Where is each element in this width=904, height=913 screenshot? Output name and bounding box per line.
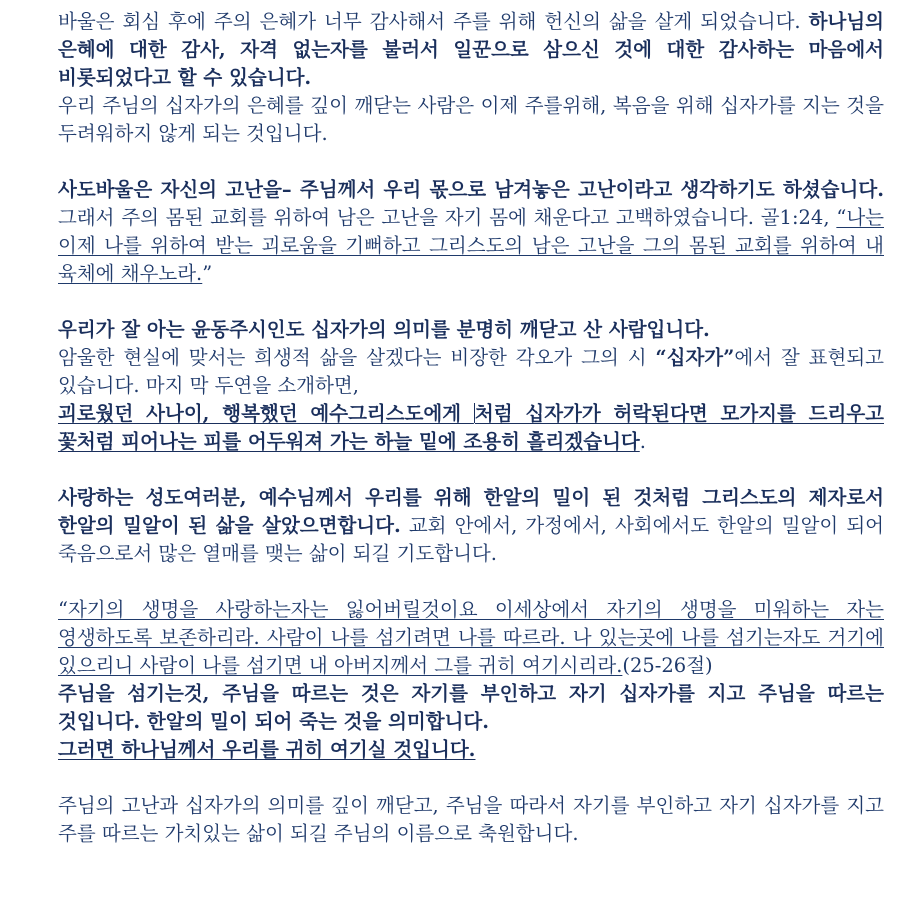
text-run-bold: 사도바울은 자신의 고난을– 주님께서 우리 몫으로 남겨놓은 고난이라고 생각하기도 하셨습니다. — [58, 178, 884, 201]
paragraph-1 — [58, 8, 884, 92]
text-run-bold: 사랑하는 성도여러분, 예수님께서 우리를 위해 한알의 밀이 된 것처럼 그리스도의 제자로서 한알의 밀알이 된 삶을 살았으면합니다. — [58, 486, 884, 537]
paragraph-2 — [58, 92, 884, 148]
text-run: ” — [202, 262, 213, 285]
paragraph-6-poem — [58, 400, 884, 456]
text-run: 암울한 현실에 맞서는 희생적 삶을 살겠다는 비장한 각오가 그의 시 — [58, 346, 656, 369]
empty-line — [58, 148, 884, 176]
text-run: 교회 안에서, 가정에서, 사회에서도 한알의 밀알이 되어 죽음으로서 많은 열매를 맺는 삶이 되길 기도합니다. — [58, 514, 884, 565]
paragraph-7 — [58, 484, 884, 568]
text-run-bold-underlined: 처럼 십자가가 허락된다면 모가지를 드리우고 꽃처럼 피어나는 피를 어두워져 가는 하늘 밑에 조용히 흘리겠습니다 — [58, 402, 884, 453]
text-run-bold: 하나님의 은혜에 대한 감사, 자격 없는자를 불러서 일꾼으로 삼으신 것에 대한 감사하는 마음에서 비롯되었다고 할 수 있습니다. — [58, 10, 884, 89]
text-run-bold-underlined: 괴로웠던 사나이, 행복했던 예수그리스도에게 — [58, 402, 474, 425]
empty-line — [58, 288, 884, 316]
paragraph-10 — [58, 736, 884, 764]
paragraph-5 — [58, 344, 884, 400]
text-run: 바울은 회심 후에 주의 은혜가 너무 감사해서 주를 위해 헌신의 삶을 살게 되었습니다. — [58, 10, 809, 33]
text-run-underlined: “자기의 생명을 사랑하는자는 잃어버릴것이요 이세상에서 자기의 생명을 미워하는 자는 영생하도록 보존하리라. 사람이 나를 섬기려면 나를 따르라. 나 있는곳에 나를 섬기는자도 거기에 있으리니 사람이 나를 섬기면 내 아버지께서 그를 귀히 여기시리라. — [58, 598, 884, 677]
paragraph-4 — [58, 316, 884, 344]
text-run: 우리 주님의 십자가의 은혜를 깊이 깨닫는 사람은 이제 주를위해, 복음을 위해 십자가를 지는 것을 두려워하지 않게 되는 것입니다. — [58, 94, 884, 145]
text-run-bold: “십자가” — [655, 346, 735, 369]
text-run: 주님의 고난과 십자가의 의미를 깊이 깨닫고, 주님을 따라서 자기를 부인하고 자기 십자가를 지고 주를 따르는 가치있는 삶이 되길 주님의 이름으로 축원합니다. — [58, 794, 884, 845]
empty-line — [58, 764, 884, 792]
paragraph-8-quote — [58, 596, 884, 680]
empty-line — [58, 568, 884, 596]
text-run-bold: 우리가 잘 아는 윤동주시인도 십자가의 의미를 분명히 깨닫고 산 사람입니다. — [58, 318, 710, 341]
text-run-bold: 주님을 섬기는것, 주님을 따르는 것은 자기를 부인하고 자기 십자가를 지고 주님을 따르는 것입니다. 한알의 밀이 되어 죽는 것을 의미합니다. — [58, 682, 884, 733]
text-run-bold-underlined: 그러면 하나님께서 우리를 귀히 여기실 것입니다. — [58, 738, 476, 761]
text-run: (25-26절) — [622, 654, 713, 677]
paragraph-3 — [58, 176, 884, 288]
text-run-underlined: “나는 이제 나를 위하여 받는 괴로움을 기뻐하고 그리스도의 남은 고난을 그의 몸된 교회를 위하여 내 육체에 채우노라. — [58, 206, 884, 285]
text-run: . — [639, 430, 646, 453]
paragraph-11 — [58, 792, 884, 848]
empty-line — [58, 456, 884, 484]
text-run: 에서 잘 표현되고 있습니다. 마지 막 두연을 소개하면, — [58, 346, 884, 397]
text-run: 그래서 주의 몸된 교회를 위하여 남은 고난을 자기 몸에 채운다고 고백하였습니다. 골1:24, — [58, 206, 837, 229]
document-body[interactable] — [58, 8, 884, 848]
paragraph-9 — [58, 680, 884, 736]
